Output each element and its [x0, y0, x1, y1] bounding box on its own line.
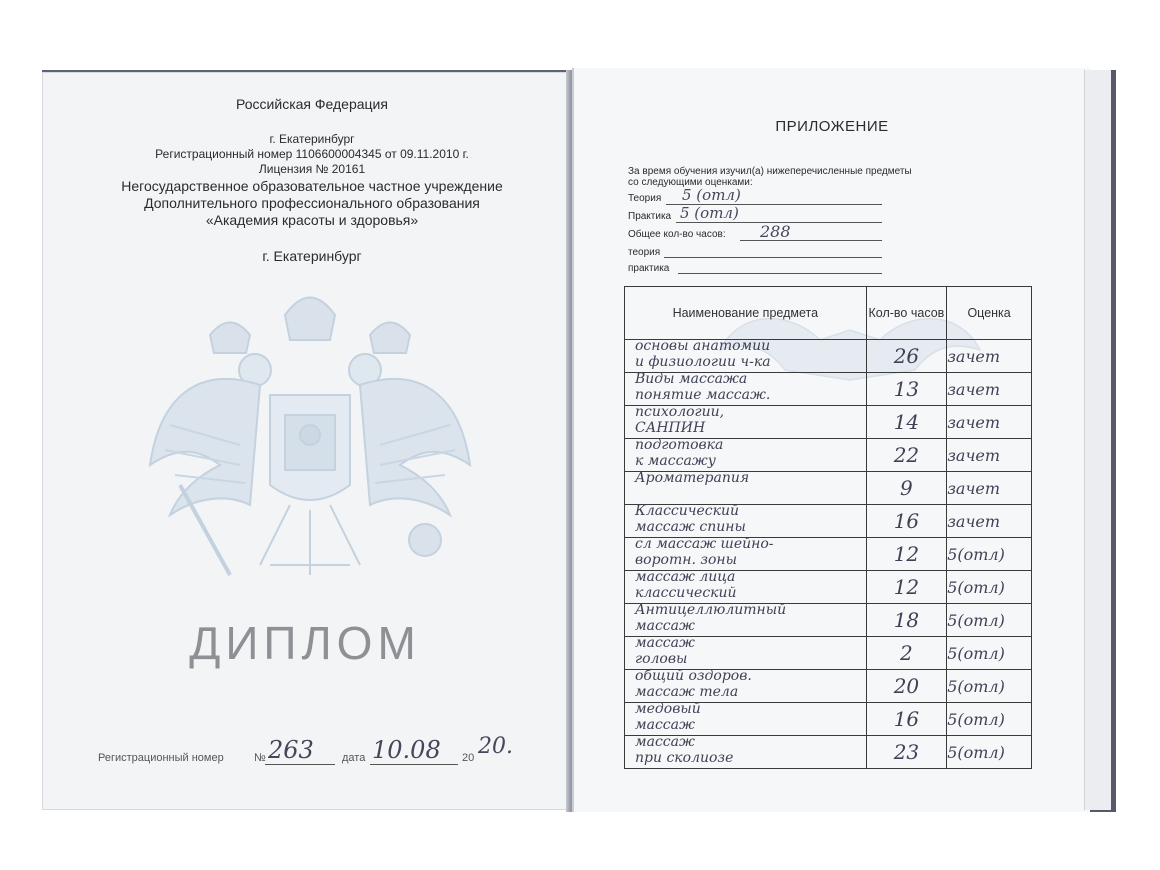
date-value: 10.08	[372, 736, 441, 764]
hours-cell: 9	[866, 472, 947, 505]
table-row	[625, 571, 1032, 604]
hours-cell: 18	[866, 604, 947, 637]
hours-cell: 20	[866, 670, 947, 703]
grade-cell: зачет	[947, 340, 1032, 373]
grade-cell: 5(отл)	[947, 670, 1032, 703]
subject-line-2: массаж	[635, 618, 695, 634]
subject-cell	[625, 340, 867, 373]
table-row	[625, 406, 1032, 439]
reg-number-label: Регистрационный номер	[98, 752, 224, 764]
total-hours-value: 288	[760, 222, 791, 241]
subject-line-1: медовый	[635, 701, 701, 717]
hours-cell: 14	[866, 406, 947, 439]
diploma-title: ДИПЛОМ	[189, 617, 421, 669]
subject-line-2: воротн. зоны	[635, 552, 738, 568]
year-value: 20.	[478, 734, 513, 759]
subject-cell	[625, 373, 867, 406]
subject-line-1: общий оздоров.	[635, 668, 752, 684]
hours-cell: 12	[866, 538, 947, 571]
subject-line-1: основы анатомии	[635, 338, 771, 354]
grade-cell: 5(отл)	[947, 604, 1032, 637]
date-underline	[370, 764, 458, 765]
grade-cell: 5(отл)	[947, 736, 1032, 769]
right-page-edge	[1084, 70, 1111, 810]
subject-cell	[625, 604, 867, 637]
subject-line-1: подготовка	[635, 437, 724, 453]
grade-cell: 5(отл)	[947, 703, 1032, 736]
table-header-row	[625, 287, 1032, 340]
hours-cell: 16	[866, 703, 947, 736]
table-row	[625, 538, 1032, 571]
subject-line-2: классический	[635, 585, 737, 601]
subject-cell	[625, 538, 867, 571]
col-grade-header: Оценка	[947, 287, 1032, 340]
subject-line-1: психологии,	[635, 404, 725, 420]
grade-cell: зачет	[947, 472, 1032, 505]
subject-line-1: Антицеллюлитный	[635, 602, 787, 618]
subject-cell	[625, 571, 867, 604]
grade-cell: 5(отл)	[947, 538, 1032, 571]
hours-cell: 23	[866, 736, 947, 769]
grade-cell: зачет	[947, 439, 1032, 472]
grades-table	[624, 286, 1032, 769]
subject-line-2: при сколиозе	[635, 750, 734, 766]
institution-line-2: Дополнительного профессионального образования	[144, 195, 480, 211]
subject-line-2: САНПИН	[635, 420, 706, 436]
reg-number-underline	[265, 764, 335, 765]
subject-line-1: массаж лица	[635, 569, 736, 585]
date-label: дата	[342, 752, 366, 764]
city-label: г. Екатеринбург	[262, 248, 362, 264]
practice-hours-label: практика	[628, 263, 670, 274]
grade-cell: 5(отл)	[947, 571, 1032, 604]
country-title: Российская Федерация	[236, 96, 388, 112]
subject-cell	[625, 670, 867, 703]
subject-cell	[625, 439, 867, 472]
hours-cell: 13	[866, 373, 947, 406]
table-row	[625, 736, 1032, 769]
subject-line-2: головы	[635, 651, 688, 667]
table-row	[625, 604, 1032, 637]
subject-line-1: массаж	[635, 635, 695, 651]
subject-cell	[625, 703, 867, 736]
col-subject-header: Наименование предмета	[625, 287, 867, 340]
table-row	[625, 505, 1032, 538]
total-hours-label: Общее кол-во часов:	[628, 229, 726, 240]
city-line: г. Екатеринбург	[269, 132, 355, 146]
reg-number-sign: №	[254, 752, 266, 764]
theory-hours-label: теория	[628, 247, 661, 258]
subject-line-1: Ароматерапия	[635, 470, 750, 486]
col-hours-header: Кол-во часов	[866, 287, 947, 340]
subject-line-2: к массажу	[635, 453, 716, 469]
subject-line-2: массаж	[635, 717, 695, 733]
table-row	[625, 670, 1032, 703]
table-row	[625, 703, 1032, 736]
practice-label: Практика	[628, 211, 672, 222]
coat-of-arms-watermark	[140, 275, 480, 585]
practice-value: 5 (отл)	[680, 204, 739, 222]
hours-cell: 22	[866, 439, 947, 472]
intro-line-1: За время обучения изучил(а) нижеперечисленные предметы	[628, 166, 912, 177]
institution-line-3: «Академия красоты и здоровья»	[205, 212, 419, 228]
subject-line-2: массаж спины	[635, 519, 746, 535]
intro-line-2: со следующими оценками:	[628, 177, 753, 188]
table-row	[625, 637, 1032, 670]
hours-cell: 16	[866, 505, 947, 538]
table-row	[625, 373, 1032, 406]
grade-cell: зачет	[947, 406, 1032, 439]
subject-line-2: и физиологии ч-ка	[635, 354, 771, 370]
subject-cell	[625, 736, 867, 769]
theory-value: 5 (отл)	[682, 186, 741, 204]
subject-line-1: Виды массажа	[635, 371, 748, 387]
license-line: Лицензия № 20161	[258, 162, 366, 176]
hours-cell: 2	[866, 637, 947, 670]
subject-line-1: массаж	[635, 734, 695, 750]
grade-cell: 5(отл)	[947, 637, 1032, 670]
appendix-heading: ПРИЛОЖЕНИЕ	[775, 118, 889, 135]
table-row	[625, 472, 1032, 505]
subject-cell	[625, 637, 867, 670]
theory-label: Теория	[628, 193, 662, 204]
subject-cell	[625, 505, 867, 538]
hours-cell: 12	[866, 571, 947, 604]
subject-cell	[625, 406, 867, 439]
reg-number-value: 263	[268, 736, 314, 764]
subject-cell	[625, 472, 867, 505]
table-row	[625, 340, 1032, 373]
institution-line-1: Негосударственное образовательное частное учреждение	[121, 178, 503, 194]
subject-line-1: сл массаж шейно-	[635, 536, 774, 552]
theory-hours-underline	[664, 257, 882, 258]
registration-line: Регистрационный номер 1106600004345 от 09.11.2010 г.	[155, 147, 469, 161]
grade-cell: зачет	[947, 505, 1032, 538]
subject-line-1: Классический	[635, 503, 740, 519]
grade-cell: зачет	[947, 373, 1032, 406]
subject-line-2: понятие массаж.	[635, 387, 771, 403]
hours-cell: 26	[866, 340, 947, 373]
table-row	[625, 439, 1032, 472]
subject-line-2: массаж тела	[635, 684, 739, 700]
practice-hours-underline	[678, 273, 882, 274]
year-prefix: 20	[462, 752, 475, 764]
